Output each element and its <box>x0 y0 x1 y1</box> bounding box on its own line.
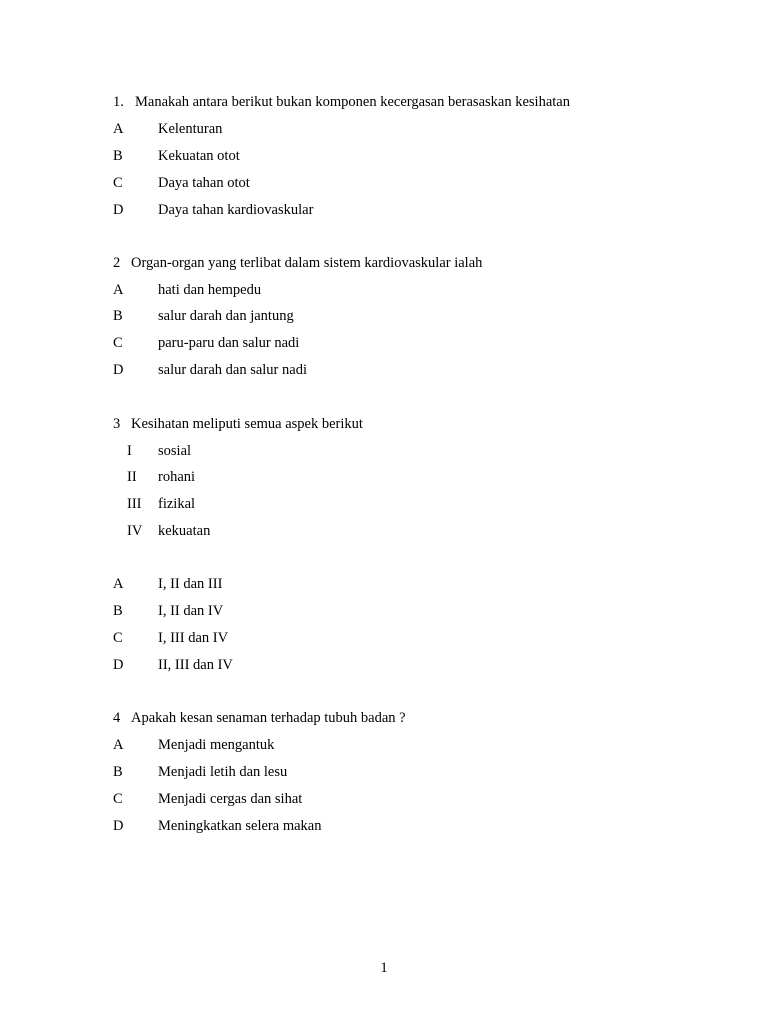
page-number: 1 <box>380 960 388 976</box>
option-4a <box>0 735 768 755</box>
option-text: Menjadi letih dan lesu <box>158 764 288 780</box>
option-3a <box>0 574 768 594</box>
statement-numeral: III <box>127 496 142 512</box>
option-3b <box>0 601 768 621</box>
question-number: 4 <box>113 710 121 726</box>
statement-numeral: I <box>127 443 132 459</box>
option-1b <box>0 146 768 166</box>
statement-numeral: II <box>127 469 137 485</box>
option-text: Kekuatan otot <box>158 148 240 164</box>
option-text: paru-paru dan salur nadi <box>158 335 300 351</box>
option-text: Meningkatkan selera makan <box>158 818 322 834</box>
question-4 <box>0 708 768 728</box>
option-4b <box>0 762 768 782</box>
option-letter: A <box>113 576 124 592</box>
option-letter: D <box>113 362 124 378</box>
statement-ii <box>0 467 768 487</box>
option-text: I, II dan III <box>158 576 223 592</box>
option-letter: A <box>113 121 124 137</box>
question-number: 2 <box>113 255 121 271</box>
option-2a <box>0 280 768 300</box>
question-text: Apakah kesan senaman terhadap tubuh badan ? <box>131 710 406 726</box>
option-text: hati dan hempedu <box>158 282 262 298</box>
option-text: I, II dan IV <box>158 603 224 619</box>
option-letter: D <box>113 657 124 673</box>
option-text: salur darah dan jantung <box>158 308 294 324</box>
question-text: Kesihatan meliputi semua aspek berikut <box>131 416 363 432</box>
option-text: Menjadi mengantuk <box>158 737 275 753</box>
option-text: II, III dan IV <box>158 657 233 673</box>
option-letter: B <box>113 308 123 324</box>
option-letter: C <box>113 630 123 646</box>
option-4d <box>0 816 768 836</box>
question-text: Organ-organ yang terlibat dalam sistem kardiovaskular ialah <box>131 255 483 271</box>
question-1 <box>0 92 768 112</box>
statement-i <box>0 441 768 461</box>
question-3 <box>0 414 768 434</box>
statement-text: fizikal <box>158 496 196 512</box>
option-3c <box>0 628 768 648</box>
option-2b <box>0 306 768 326</box>
statement-text: sosial <box>158 443 192 459</box>
statement-numeral: IV <box>127 523 143 539</box>
option-letter: A <box>113 282 124 298</box>
option-letter: B <box>113 148 123 164</box>
option-text: Daya tahan kardiovaskular <box>158 202 314 218</box>
option-letter: C <box>113 175 123 191</box>
option-2d <box>0 360 768 380</box>
question-number: 3 <box>113 416 121 432</box>
option-text: salur darah dan salur nadi <box>158 362 307 378</box>
option-text: Menjadi cergas dan sihat <box>158 791 303 807</box>
option-letter: A <box>113 737 124 753</box>
option-letter: C <box>113 791 123 807</box>
option-text: Daya tahan otot <box>158 175 250 191</box>
statement-text: kekuatan <box>158 523 211 539</box>
option-letter: C <box>113 335 123 351</box>
option-letter: B <box>113 764 123 780</box>
option-letter: B <box>113 603 123 619</box>
statement-iii <box>0 494 768 514</box>
option-1d <box>0 200 768 220</box>
question-number: 1. <box>113 94 124 110</box>
option-letter: D <box>113 818 124 834</box>
option-text: I, III dan IV <box>158 630 229 646</box>
option-4c <box>0 789 768 809</box>
question-2 <box>0 253 768 273</box>
option-1c <box>0 173 768 193</box>
option-2c <box>0 333 768 353</box>
option-3d <box>0 655 768 675</box>
option-1a <box>0 119 768 139</box>
option-letter: D <box>113 202 124 218</box>
statement-iv <box>0 521 768 541</box>
question-text: Manakah antara berikut bukan komponen kecergasan berasaskan kesihatan <box>135 94 570 110</box>
statement-text: rohani <box>158 469 196 485</box>
option-text: Kelenturan <box>158 121 223 137</box>
